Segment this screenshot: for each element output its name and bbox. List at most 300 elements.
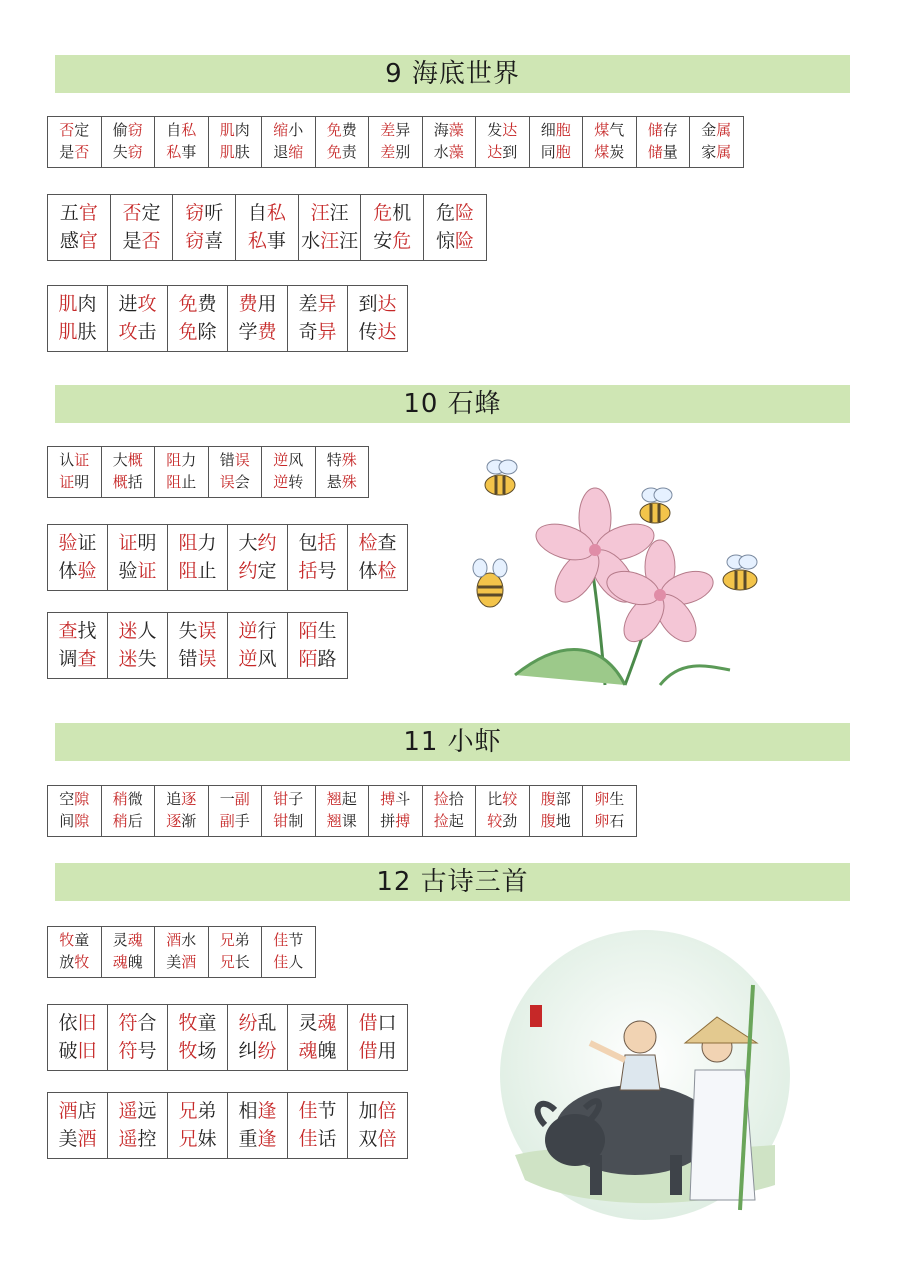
word-char: 美 [58, 1127, 78, 1150]
word [48, 952, 101, 974]
word-cell [208, 117, 262, 168]
word-char: 异 [317, 293, 337, 315]
word-char: 陌 [298, 647, 318, 670]
lesson-9-title: 9 海底世界 [55, 55, 850, 93]
word-cell [298, 195, 361, 261]
word-char: 纠 [238, 1039, 258, 1062]
word [102, 472, 155, 494]
word [228, 558, 287, 586]
word-char: 借 [358, 1012, 378, 1034]
word [155, 142, 208, 164]
word-char: 逆 [273, 472, 289, 491]
word [155, 811, 208, 833]
word [476, 789, 529, 811]
word-char: 免 [178, 320, 198, 343]
word-char: 免 [326, 142, 342, 161]
word-cell [48, 447, 102, 498]
word-char: 误 [219, 472, 235, 491]
word-char: 遥 [118, 1100, 138, 1122]
word-char: 风 [257, 647, 277, 670]
word-cell [288, 1005, 348, 1071]
word-char: 肌 [58, 293, 78, 315]
word-char: 偷 [112, 121, 128, 139]
word-char: 后 [127, 811, 143, 830]
word-char: 进 [118, 293, 138, 315]
word [108, 1010, 167, 1038]
word [108, 1098, 167, 1126]
word-char: 体 [358, 559, 378, 582]
lesson-11-title: 11 小虾 [55, 723, 850, 761]
word-cell [288, 1093, 348, 1159]
word-char: 殊 [341, 472, 357, 491]
word [168, 530, 227, 558]
word [48, 618, 107, 646]
word-char: 退 [273, 142, 289, 161]
word-char: 证 [118, 532, 138, 554]
word [108, 618, 167, 646]
word [262, 450, 315, 472]
word-cell [529, 786, 583, 837]
word-char: 特 [326, 451, 342, 469]
word [288, 558, 347, 586]
word-char: 窃 [127, 142, 143, 161]
word [111, 228, 173, 256]
word [361, 228, 423, 256]
word-char: 定 [74, 121, 90, 139]
word-cell [48, 613, 108, 679]
word [476, 142, 529, 164]
word-char: 肉 [77, 293, 97, 315]
word-char: 汪 [339, 229, 359, 252]
word-char: 传 [358, 320, 378, 343]
word-char: 误 [197, 620, 217, 642]
word [262, 789, 315, 811]
word [348, 1098, 407, 1126]
word-char: 号 [137, 1039, 157, 1062]
word [102, 142, 155, 164]
word-char: 佳 [273, 931, 289, 949]
word-char: 破 [58, 1039, 78, 1062]
word-char: 逆 [238, 647, 258, 670]
boy-on-water-buffalo-illustration [495, 925, 795, 1225]
word [288, 319, 347, 347]
word [424, 200, 486, 228]
word [48, 811, 101, 833]
word-char: 查 [377, 532, 397, 554]
word [262, 120, 315, 142]
word [423, 789, 476, 811]
word-char: 比 [487, 790, 503, 808]
word-char: 灵 [112, 931, 128, 949]
word-char: 起 [448, 811, 464, 830]
word [209, 789, 262, 811]
word [348, 530, 407, 558]
word-char: 弟 [234, 931, 250, 949]
word-table [47, 612, 348, 679]
word-char: 兄 [219, 952, 235, 971]
word [228, 646, 287, 674]
word-char: 旧 [77, 1039, 97, 1062]
word-char: 灵 [298, 1012, 318, 1034]
word-char: 验 [58, 532, 78, 554]
word-table [47, 116, 744, 168]
word-char: 陌 [298, 620, 318, 642]
word-char: 拾 [448, 790, 464, 808]
word-char: 捡 [433, 811, 449, 830]
word [155, 120, 208, 142]
word-char: 煤 [594, 142, 610, 161]
word-char: 妹 [197, 1127, 217, 1150]
word-char: 金 [701, 121, 717, 139]
word [288, 1098, 347, 1126]
word [102, 811, 155, 833]
word-char: 危 [373, 202, 393, 224]
word-char: 证 [137, 559, 157, 582]
word-char: 倍 [377, 1100, 397, 1122]
word-char: 肤 [234, 142, 250, 161]
word-char: 水 [181, 931, 197, 949]
word [316, 120, 369, 142]
word [48, 142, 101, 164]
word [369, 120, 422, 142]
word [48, 120, 101, 142]
word [48, 789, 101, 811]
word-char: 约 [257, 532, 277, 554]
word-char: 阻 [166, 472, 182, 491]
word-char: 差 [298, 293, 318, 315]
word-char: 肉 [234, 121, 250, 139]
word-char: 放 [59, 952, 75, 971]
word-char: 奇 [298, 320, 318, 343]
word-char: 卵 [594, 811, 610, 830]
word-char: 用 [377, 1039, 397, 1062]
word-char: 汪 [329, 202, 349, 224]
word [228, 618, 287, 646]
word-char: 异 [317, 320, 337, 343]
word [288, 1010, 347, 1038]
word-char: 腹 [540, 790, 556, 808]
word-char: 体 [58, 559, 78, 582]
word-cell [48, 1093, 108, 1159]
word-char: 酒 [77, 1127, 97, 1150]
word-char: 兄 [178, 1127, 198, 1150]
word-cell [476, 786, 530, 837]
word-char: 一 [219, 790, 235, 808]
word-char: 缩 [288, 142, 304, 161]
word-table [47, 1092, 408, 1159]
word [48, 1038, 107, 1066]
word [228, 291, 287, 319]
word-char: 事 [266, 229, 286, 252]
word-char: 达 [487, 142, 503, 161]
word-cell [288, 525, 348, 591]
word-char: 人 [288, 952, 304, 971]
word [348, 319, 407, 347]
word-char: 人 [137, 620, 157, 642]
word-char: 定 [141, 202, 161, 224]
word-char: 约 [238, 559, 258, 582]
word-char: 明 [137, 532, 157, 554]
word-char: 起 [341, 790, 357, 808]
word-cell [690, 117, 744, 168]
word [288, 1126, 347, 1154]
word-char: 隙 [74, 790, 90, 808]
word-cell [369, 786, 423, 837]
word [316, 142, 369, 164]
word-cell [101, 786, 155, 837]
word-cell [108, 613, 168, 679]
word [168, 1038, 227, 1066]
word-cell [155, 447, 209, 498]
word [48, 1010, 107, 1038]
word-char: 煤 [594, 121, 610, 139]
word-char: 机 [392, 202, 412, 224]
word-cell [208, 927, 262, 978]
word-cell [208, 447, 262, 498]
word-char: 纷 [238, 1012, 258, 1034]
word [168, 319, 227, 347]
word [48, 1126, 107, 1154]
word-char: 差 [380, 121, 396, 139]
word-cell [288, 286, 348, 352]
word-char: 括 [298, 559, 318, 582]
word-char: 储 [647, 121, 663, 139]
word-char: 酒 [181, 952, 197, 971]
word-char: 较 [502, 790, 518, 808]
word [48, 530, 107, 558]
word-cell [155, 786, 209, 837]
word-char: 双 [358, 1127, 378, 1150]
word-cell [476, 117, 530, 168]
word-char: 钳 [273, 811, 289, 830]
word-char: 属 [716, 142, 732, 161]
word [423, 811, 476, 833]
word-cell [155, 117, 209, 168]
word-cell [101, 447, 155, 498]
word-char: 逆 [238, 620, 258, 642]
word [102, 120, 155, 142]
word-char: 纷 [257, 1039, 277, 1062]
word-char: 检 [358, 532, 378, 554]
word [48, 646, 107, 674]
word-char: 止 [197, 559, 217, 582]
word-char: 查 [58, 620, 78, 642]
word [262, 472, 315, 494]
word-char: 隙 [74, 811, 90, 830]
word-char: 翘 [326, 790, 342, 808]
word [348, 1038, 407, 1066]
word [690, 120, 743, 142]
word-char: 劲 [502, 811, 518, 830]
word [111, 200, 173, 228]
word [48, 1098, 107, 1126]
word-char: 水 [433, 142, 449, 161]
word-char: 概 [112, 472, 128, 491]
word-char: 魄 [317, 1039, 337, 1062]
word [48, 319, 107, 347]
word-table [47, 926, 316, 978]
word [102, 952, 155, 974]
word-cell [315, 117, 369, 168]
word-cell [288, 613, 348, 679]
word [209, 811, 262, 833]
word [108, 646, 167, 674]
word-char: 官 [78, 202, 98, 224]
word-cell [228, 1093, 288, 1159]
word-char: 生 [609, 790, 625, 808]
word [369, 142, 422, 164]
word-char: 佳 [298, 1100, 318, 1122]
word-char: 藻 [448, 121, 464, 139]
word [173, 228, 235, 256]
word-cell [108, 525, 168, 591]
word-char: 汪 [310, 202, 330, 224]
word [288, 1038, 347, 1066]
word-char: 追 [166, 790, 182, 808]
word-char: 费 [341, 121, 357, 139]
word-char: 否 [74, 142, 90, 161]
word-char: 自 [247, 202, 267, 224]
word [316, 450, 369, 472]
word-char: 细 [540, 121, 556, 139]
word [228, 1038, 287, 1066]
word-char: 击 [137, 320, 157, 343]
word-cell [108, 286, 168, 352]
word-char: 检 [377, 559, 397, 582]
word-cell [348, 1093, 408, 1159]
word-char: 遥 [118, 1127, 138, 1150]
word-cell [110, 195, 173, 261]
word [299, 228, 361, 256]
word [155, 952, 208, 974]
word [209, 472, 262, 494]
word [108, 558, 167, 586]
word-char: 口 [377, 1012, 397, 1034]
word [316, 472, 369, 494]
word-char: 明 [74, 472, 90, 491]
word-cell [48, 786, 102, 837]
word-char: 依 [58, 1012, 78, 1034]
word [583, 142, 636, 164]
word-char: 节 [288, 931, 304, 949]
word-char: 兄 [178, 1100, 198, 1122]
word-char: 错 [219, 451, 235, 469]
word-char: 逆 [273, 451, 289, 469]
word-char: 魂 [317, 1012, 337, 1034]
word-char: 胞 [555, 121, 571, 139]
word-char: 场 [197, 1039, 217, 1062]
word-char: 逐 [181, 790, 197, 808]
word-char: 缩 [273, 121, 289, 139]
word-char: 卵 [594, 790, 610, 808]
word-char: 安 [373, 229, 393, 252]
word-char: 逐 [166, 811, 182, 830]
word-char: 证 [74, 451, 90, 469]
word-char: 差 [380, 142, 396, 161]
word-char: 惊 [435, 229, 455, 252]
word [168, 618, 227, 646]
word [48, 472, 101, 494]
word-cell [168, 1005, 228, 1071]
word-char: 酒 [58, 1100, 78, 1122]
word-char: 阻 [178, 559, 198, 582]
word-char: 找 [77, 620, 97, 642]
word [262, 952, 315, 974]
word-char: 佳 [298, 1127, 318, 1150]
word-char: 别 [395, 142, 411, 161]
word [228, 1098, 287, 1126]
word [299, 200, 361, 228]
word-char: 逢 [257, 1127, 277, 1150]
word-char: 肌 [58, 320, 78, 343]
word-char: 括 [317, 532, 337, 554]
word [348, 558, 407, 586]
word-cell [48, 286, 108, 352]
word-char: 行 [257, 620, 277, 642]
word-char: 童 [74, 931, 90, 949]
word-char: 殊 [341, 451, 357, 469]
word-char: 阻 [178, 532, 198, 554]
word-char: 藻 [448, 142, 464, 161]
word-char: 事 [181, 142, 197, 161]
word-cell [236, 195, 299, 261]
word-cell [108, 1005, 168, 1071]
word [102, 930, 155, 952]
word-cell [262, 447, 316, 498]
word [209, 952, 262, 974]
word [48, 228, 110, 256]
word-char: 海 [433, 121, 449, 139]
word [530, 142, 583, 164]
word-char: 同 [540, 142, 556, 161]
word-char: 悬 [326, 472, 342, 491]
word-table [47, 446, 369, 498]
word [228, 319, 287, 347]
word-char: 除 [197, 320, 217, 343]
word [168, 291, 227, 319]
word [209, 450, 262, 472]
word [168, 1126, 227, 1154]
word-char: 会 [234, 472, 250, 491]
word-char: 魄 [127, 952, 143, 971]
word-cell [262, 927, 316, 978]
word-char: 地 [555, 811, 571, 830]
word [348, 1126, 407, 1154]
word-char: 水 [301, 229, 321, 252]
word [209, 930, 262, 952]
word-char: 括 [127, 472, 143, 491]
word-cell [48, 1005, 108, 1071]
word [361, 200, 423, 228]
word-char: 危 [435, 202, 455, 224]
word [530, 120, 583, 142]
word-cell [208, 786, 262, 837]
word-char: 捡 [433, 790, 449, 808]
word-char: 险 [454, 229, 474, 252]
word-char: 号 [317, 559, 337, 582]
word-char: 错 [178, 647, 198, 670]
word [168, 558, 227, 586]
word-char: 家 [701, 142, 717, 161]
word-char: 肌 [219, 142, 235, 161]
word-char: 到 [358, 293, 378, 315]
word-char: 魂 [127, 931, 143, 949]
word-char: 费 [257, 320, 277, 343]
word [530, 789, 583, 811]
word-cell [48, 117, 102, 168]
word [209, 120, 262, 142]
word-char: 费 [238, 293, 258, 315]
